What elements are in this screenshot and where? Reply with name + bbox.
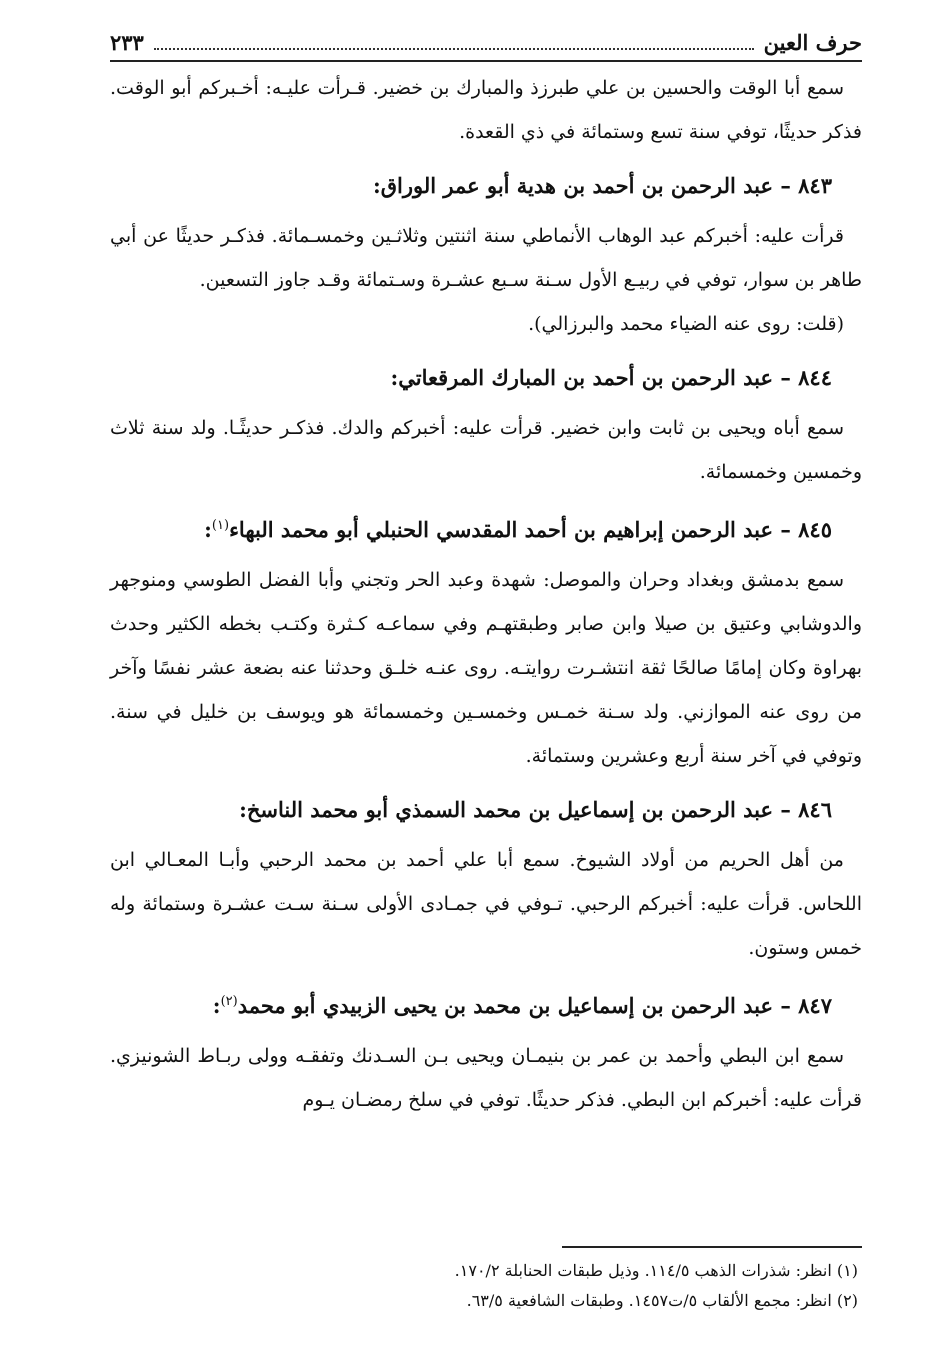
entry-heading-text: ٨٤٥ – عبد الرحمن إبراهيم بن أحمد المقدسي الحنبلي أبو محمد البهاء xyxy=(229,517,832,542)
footnote-1: (١) انظر: شذرات الذهب ١١٤/٥. وذيل طبقات الحنابلة ١٧٠/٢. xyxy=(454,1261,858,1280)
running-header xyxy=(110,26,862,62)
section-title: حرف العين xyxy=(763,30,862,55)
page-number: ٢٣٣ xyxy=(110,30,144,55)
entry-heading-846 xyxy=(110,786,862,834)
entry-paragraph: من أهل الحريم من أولاد الشيوخ. سمع أبا علي أحمد بن محمد الرحبي وأبـا المعـالي ابن اللحاس. قرأت عليه: أخبركم الرحبي. تـوفي في جمـادى الأولى سـنة سـت عشـرة وستمائة وله خمس وستون. xyxy=(110,849,862,959)
entry-heading-847 xyxy=(110,978,862,1030)
footnote-divider xyxy=(562,1246,862,1248)
entry-heading-844 xyxy=(110,354,862,402)
footnote-ref-2[interactable]: (٢) xyxy=(220,994,238,1009)
entry-heading-text: ٨٤٦ – عبد الرحمن بن إسماعيل بن محمد السمذي أبو محمد الناسخ: xyxy=(239,797,832,822)
footnote-2: (٢) انظر: مجمع الألقاب ٥/ت١٤٥٧. وطبقات الشافعية ٦٣/٥. xyxy=(466,1291,858,1310)
header-dot-leader xyxy=(154,48,754,50)
entry-paragraph: (قلت: روى عنه الضياء محمد والبرزالي). xyxy=(528,313,844,335)
footnotes xyxy=(110,1246,862,1316)
page-body xyxy=(110,26,862,1122)
entry-paragraph: سمع أباه ويحيى بن ثابت وابن خضير. قرأت عليه: أخبركم والدك. فذكـر حديثًـا. ولد سنة ثلاث وخمسين وخمسمائة. xyxy=(110,417,862,483)
entry-heading-text: ٨٤٣ – عبد الرحمن بن أحمد بن هدية أبو عمر الوراق: xyxy=(372,173,832,198)
intro-paragraph: سمع أبا الوقت والحسين بن علي طبرزذ والمبارك بن خضير. قـرأت عليـه: أخـبركم أبو الوقت. فذكر حديثًا، توفي سنة تسع وستمائة في ذي القعدة. xyxy=(110,77,862,143)
entry-heading-text: ٨٤٤ – عبد الرحمن بن أحمد بن المبارك المرقعاتي: xyxy=(390,365,832,390)
heading-colon: : xyxy=(212,993,221,1018)
entry-heading-text: ٨٤٧ – عبد الرحمن بن إسماعيل بن محمد بن يحيى الزبيدي أبو محمد xyxy=(237,993,832,1018)
heading-colon: : xyxy=(204,517,212,542)
entry-heading-845 xyxy=(110,502,862,554)
entry-paragraph: سمع بدمشق وبغداد وحران والموصل: شهدة وعبد الحر وتجني وأبا الفضل الطوسي ومنوجهر والدوشابي وعتيق بن صيلا وابن صابر وطبقتهـم وفي سماعـه كـثرة وكتـب بخطه الكثير وحدث بهراوة وكان إمامًا صالحًا ثقة انتشـرت روايتـه. روى عنـه خلـق وحدثنا عنه بضعة عشر نفسًا وآخر من روى عنه الموازني. ولد سـنة خمـس وخمسـين وخمسمائة هو ويوسف بن خليل في سنة. وتوفي في آخر سنة أربع وعشرين وستمائة. xyxy=(110,569,862,767)
entry-heading-843 xyxy=(110,162,862,210)
entry-paragraph: قرأت عليه: أخبركم عبد الوهاب الأنماطي سنة اثنتين وثلاثـين وخمسـمائة. فذكـر حديثًا عن أبي طاهر بن سوار، توفي في ربيـع الأول سـنة سـبع عشـرة وسـتمائة وقـد جاوز التسعين. xyxy=(110,225,862,291)
footnote-ref-1[interactable]: (١) xyxy=(211,518,230,533)
entry-paragraph: سمع ابن البطي وأحمد بن عمر بن بنيمـان ويحيى بـن السـدنك وتفقـه وولى ربـاط الشونيزي. قرأت عليه: أخبركم ابن البطي. فذكر حديثًا. توفي في سلخ رمضـان يـوم xyxy=(110,1045,862,1111)
